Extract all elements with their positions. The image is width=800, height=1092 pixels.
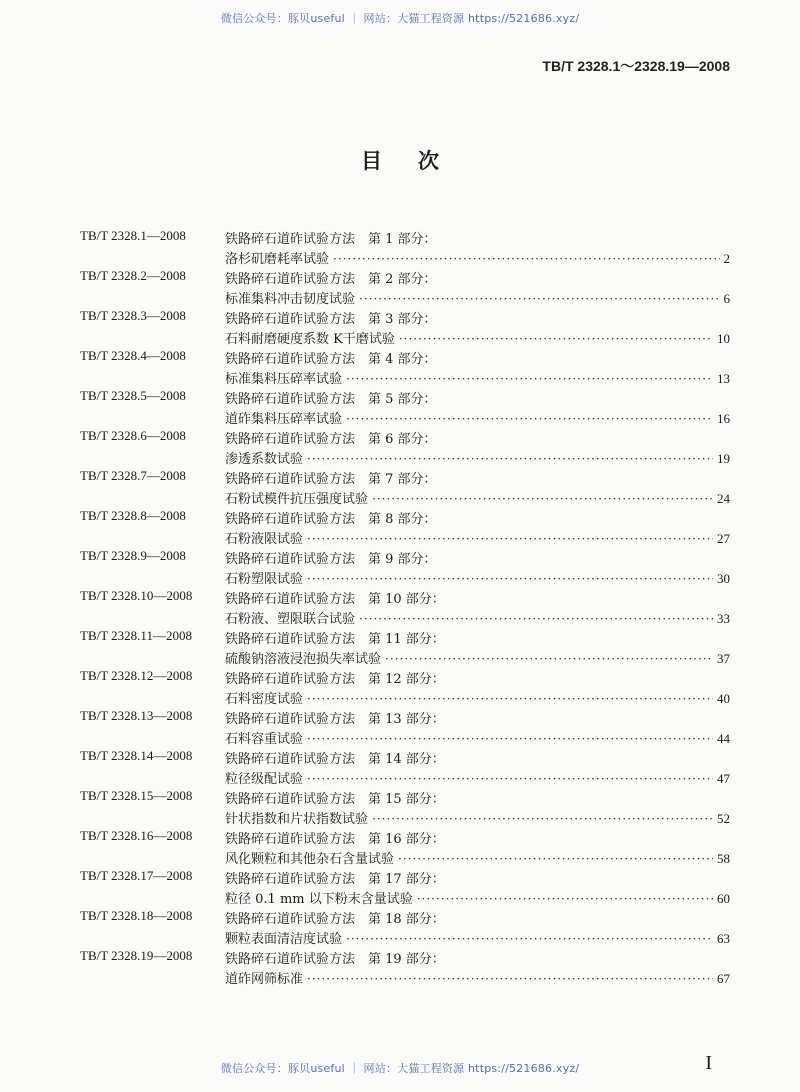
toc-entry[interactable] xyxy=(80,262,730,307)
series-title: 铁路碎石道砟试验方法 第 8 部分： xyxy=(225,512,437,527)
page-number: I xyxy=(705,1052,712,1074)
series-title: 铁路碎石道砟试验方法 第 4 部分： xyxy=(225,352,437,367)
series-title: 铁路碎石道砟试验方法 第 6 部分： xyxy=(225,432,437,447)
toc-entry[interactable] xyxy=(80,342,730,387)
standard-code: TB/T 2328.8—2008 xyxy=(80,508,186,523)
standard-code: TB/T 2328.11—2008 xyxy=(80,628,192,643)
series-title: 铁路碎石道砟试验方法 第 3 部分： xyxy=(225,312,437,327)
part-name: 道砟网筛标准 xyxy=(225,972,304,987)
toc-entry[interactable] xyxy=(80,862,730,907)
part-name: 石粉液限试验 xyxy=(225,532,304,547)
toc-entry[interactable] xyxy=(80,582,730,627)
leader-dots xyxy=(307,972,713,986)
standard-code: TB/T 2328.13—2008 xyxy=(80,708,193,723)
standard-code: TB/T 2328.7—2008 xyxy=(80,468,186,483)
toc-entry[interactable] xyxy=(80,702,730,747)
entry-page-number: 19 xyxy=(717,451,730,466)
table-of-contents xyxy=(80,222,730,987)
entry-page-number: 44 xyxy=(717,731,730,746)
entry-page-number: 10 xyxy=(717,331,730,346)
standard-code: TB/T 2328.2—2008 xyxy=(80,268,186,283)
standard-code: TB/T 2328.12—2008 xyxy=(80,668,193,683)
series-title: 铁路碎石道砟试验方法 第 18 部分： xyxy=(225,912,445,927)
series-title: 铁路碎石道砟试验方法 第 11 部分： xyxy=(225,632,445,647)
standard-code: TB/T 2328.4—2008 xyxy=(80,348,186,363)
series-title: 铁路碎石道砟试验方法 第 16 部分： xyxy=(225,832,445,847)
part-name: 道砟集料压碎率试验 xyxy=(225,412,343,427)
entry-page-number: 30 xyxy=(717,571,730,586)
entry-page-number: 33 xyxy=(717,611,730,626)
part-name: 石料密度试验 xyxy=(225,692,304,707)
standard-code: TB/T 2328.17—2008 xyxy=(80,868,193,883)
standard-code: TB/T 2328.19—2008 xyxy=(80,948,193,963)
entry-page-number: 40 xyxy=(717,691,730,706)
standard-code: TB/T 2328.9—2008 xyxy=(80,548,186,563)
toc-entry[interactable] xyxy=(80,662,730,707)
series-title: 铁路碎石道砟试验方法 第 12 部分： xyxy=(225,672,445,687)
entry-page-number: 52 xyxy=(717,811,730,826)
entry-page-number: 27 xyxy=(717,531,730,546)
part-name: 针状指数和片状指数试验 xyxy=(225,812,369,827)
entry-page-number: 67 xyxy=(717,971,730,986)
entry-page-number: 6 xyxy=(723,291,730,306)
standard-code: TB/T 2328.3—2008 xyxy=(80,308,186,323)
series-title: 铁路碎石道砟试验方法 第 7 部分： xyxy=(225,472,437,487)
toc-entry[interactable] xyxy=(80,302,730,347)
toc-entry[interactable] xyxy=(80,942,730,987)
part-name: 洛杉矶磨耗率试验 xyxy=(225,252,330,267)
part-name: 石粉塑限试验 xyxy=(225,572,304,587)
series-title: 铁路碎石道砟试验方法 第 9 部分： xyxy=(225,552,437,567)
standard-code: TB/T 2328.10—2008 xyxy=(80,588,193,603)
entry-page-number: 37 xyxy=(717,651,730,666)
toc-entry[interactable] xyxy=(80,382,730,427)
part-name: 石粉试模件抗压强度试验 xyxy=(225,492,369,507)
standard-header: TB/T 2328.1～2328.19—2008 xyxy=(542,58,730,74)
part-name: 硫酸钠溶液浸泡损失率试验 xyxy=(225,652,382,667)
part-name: 石料耐磨硬度系数 K干磨试验 xyxy=(225,332,395,347)
standard-code: TB/T 2328.6—2008 xyxy=(80,428,186,443)
entry-page-number: 60 xyxy=(717,891,730,906)
watermark-bottom: 微信公众号：豚贝useful ｜ 网站：大猫工程资源 https://521686.xyz/ xyxy=(220,1062,580,1075)
standard-code: TB/T 2328.15—2008 xyxy=(80,788,193,803)
entry-page-number: 24 xyxy=(717,491,730,506)
part-name: 标准集料冲击韧度试验 xyxy=(225,292,356,307)
series-title: 铁路碎石道砟试验方法 第 5 部分： xyxy=(225,392,437,407)
standard-code: TB/T 2328.16—2008 xyxy=(80,828,193,843)
toc-entry[interactable] xyxy=(80,622,730,667)
standard-code: TB/T 2328.5—2008 xyxy=(80,388,186,403)
part-name: 石粉液、塑限联合试验 xyxy=(225,612,356,627)
toc-entry[interactable] xyxy=(80,502,730,547)
toc-entry[interactable] xyxy=(80,742,730,787)
toc-entry[interactable] xyxy=(80,902,730,947)
entry-page-number: 13 xyxy=(717,371,730,386)
part-name: 渗透系数试验 xyxy=(225,452,304,467)
standard-code: TB/T 2328.18—2008 xyxy=(80,908,193,923)
series-title: 铁路碎石道砟试验方法 第 19 部分： xyxy=(225,952,445,967)
entry-page-number: 63 xyxy=(717,931,730,946)
series-title: 铁路碎石道砟试验方法 第 10 部分： xyxy=(225,592,445,607)
standard-code: TB/T 2328.14—2008 xyxy=(80,748,193,763)
toc-entry[interactable] xyxy=(80,782,730,827)
part-name: 标准集料压碎率试验 xyxy=(225,372,343,387)
part-name: 粒径 0.1 mm 以下粉末含量试验 xyxy=(225,892,413,907)
toc-entry[interactable] xyxy=(80,222,730,267)
entry-line xyxy=(225,968,730,987)
standard-code: TB/T 2328.1—2008 xyxy=(80,228,186,243)
series-title: 铁路碎石道砟试验方法 第 14 部分： xyxy=(225,752,445,767)
series-title: 铁路碎石道砟试验方法 第 2 部分： xyxy=(225,272,437,287)
toc-entry[interactable] xyxy=(80,542,730,587)
toc-entry[interactable] xyxy=(80,422,730,467)
part-name: 颗粒表面清洁度试验 xyxy=(225,932,343,947)
series-title: 铁路碎石道砟试验方法 第 17 部分： xyxy=(225,872,445,887)
entry-page-number: 2 xyxy=(723,251,730,266)
watermark-top: 微信公众号：豚贝useful ｜ 网站：大猫工程资源 https://521686.xyz/ xyxy=(220,12,580,25)
entry-page-number: 47 xyxy=(717,771,730,786)
part-name: 石料容重试验 xyxy=(225,732,304,747)
series-title: 铁路碎石道砟试验方法 第 15 部分： xyxy=(225,792,445,807)
part-name: 风化颗粒和其他杂石含量试验 xyxy=(225,852,395,867)
part-name: 粒径级配试验 xyxy=(225,772,304,787)
series-title: 铁路碎石道砟试验方法 第 13 部分： xyxy=(225,712,445,727)
entry-page-number: 16 xyxy=(717,411,730,426)
toc-entry[interactable] xyxy=(80,822,730,867)
series-title: 铁路碎石道砟试验方法 第 1 部分： xyxy=(225,232,437,247)
entry-page-number: 58 xyxy=(717,851,730,866)
toc-entry[interactable] xyxy=(80,462,730,507)
page-title: 目次 xyxy=(361,149,475,173)
